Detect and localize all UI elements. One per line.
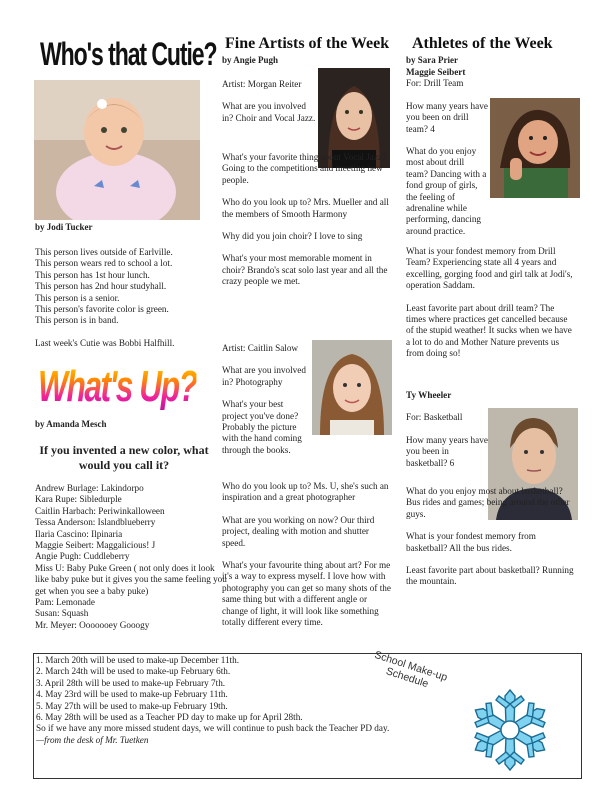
whats-up-answers [35, 483, 227, 631]
athlete2-for: For: Basketball [406, 412, 463, 423]
cutie-clue: This person wears red to school a lot. [35, 258, 173, 269]
answer-item: Andrew Burlage: Lakindorpo [35, 483, 144, 493]
schedule-stamp: School Make-up Schedule [372, 648, 449, 691]
artist2-q2: What's your best project you've done? Probably the picture with the hand coming through the books. [222, 399, 302, 455]
cutie-clue: This person's favorite color is green. [35, 304, 169, 315]
answer-item: Mr. Meyer: Ooooooey Gooogy [35, 619, 150, 630]
athlete1-q3: What is your fondest memory from Drill Team? Experiencing state all 4 years and excelling, gorging food and girl talk at Jodi's, operation Saddam. [406, 246, 573, 291]
athlete2-block-wide [406, 486, 576, 588]
schedule-item: 5. May 27th will be used to make-up February 19th. [36, 700, 228, 711]
schedule-note: So if we have any more missed student days, we will continue to push back the Teacher PD day. [36, 723, 390, 734]
artist2-block [222, 343, 308, 456]
answer-item: Susan: Squash [35, 608, 89, 619]
cutie-clue: This person is in band. [35, 315, 119, 326]
artist2-block-wide [222, 481, 394, 628]
answer-item: Miss U: Baby Puke Green ( not only does it look like baby puke but it gives you the same feeling you get when you see a baby puke) [35, 562, 227, 596]
athlete1-block-wide [406, 246, 576, 360]
athlete2-q2: What do you enjoy most about basketball? Bus rides and games; being around the other guys. [406, 486, 570, 519]
cutie-clues [35, 247, 215, 349]
artist2-name: Artist: Caitlin Salow [222, 343, 299, 353]
cutie-clue: This person is a senior. [35, 292, 120, 303]
athlete1-q2: What do you enjoy most about drill team? Dancing with a fond group of girls, the feeling of adrenaline while performing, dancing around practice. [406, 146, 487, 236]
athlete1-name: Maggie Seibert [406, 67, 466, 77]
caitlin-photo [312, 340, 392, 435]
schedule-item: 3. April 28th will be used to make-up February 7th. [36, 677, 226, 688]
athlete2-q3: What is your fondest memory from basketball? All the bus rides. [406, 531, 536, 553]
schedule-item: 1. March 20th will be used to make-up December 11th. [36, 655, 240, 665]
athletes-byline: by Sara Prier [406, 55, 458, 65]
whats-up-title: What's Up? [38, 362, 197, 411]
artist1-q1: What are you involved in? Choir and Vocal Jazz. [222, 101, 316, 123]
cutie-clue: This person has 2nd hour studyhall. [35, 281, 167, 292]
answer-item: Angie Pugh: Cuddleberry [35, 551, 130, 562]
artist1-q5: What's your most memorable moment in choir? Brando's scat solo last year and all the crazy people we met. [222, 253, 388, 287]
answer-item: Caitlin Harbach: Periwinkalloween [35, 505, 165, 516]
schedule-signature: —from the desk of Mr. Tuetken [36, 734, 149, 745]
athlete2-block [406, 390, 488, 469]
schedule-item: 6. May 28th will be used as a Teacher PD day to make up for April 28th. [36, 712, 303, 723]
schedule-item: 4. May 23rd will be used to make-up February 11th. [36, 689, 228, 700]
artist1-name: Artist: Morgan Reiter [222, 79, 302, 89]
athlete1-q1: How many years have you been on drill team? 4 [406, 100, 488, 134]
maggie-photo [490, 98, 580, 198]
athlete2-name: Ty Wheeler [406, 390, 452, 400]
artist1-q3: Who do you look up to? Mrs. Mueller and all the members of Smooth Harmony [222, 197, 389, 219]
athletes-title: Athletes of the Week [412, 35, 553, 52]
fine-artists-title: Fine Artists of the Week [225, 35, 390, 52]
answer-item: Maggie Seibert: Maggalicious! J [35, 540, 156, 551]
snowflake-icon [468, 688, 552, 772]
artist2-q4: What are you working on now? Our third project, dealing with motion and shutter speed. [222, 514, 375, 548]
athlete2-q4: Least favorite part about basketball? Running the mountain. [406, 565, 574, 587]
cutie-clue: This person lives outside of Earlville. [35, 247, 173, 257]
baby-photo [34, 80, 200, 220]
answer-item: Tessa Anderson: Islandblueberry [35, 517, 156, 528]
answer-item: Ilaria Cascino: Ilpinaria [35, 528, 123, 539]
whats-up-question: If you invented a new color, what would you call it? [39, 443, 209, 472]
fine-artists-byline: by Angie Pugh [222, 55, 279, 65]
cutie-title: Who's that Cutie? [40, 36, 217, 72]
answer-item: Kara Rupe: Sibledurple [35, 494, 122, 505]
athlete1-q4: Least favorite part about drill team? The times where practices get cancelled because of the stupid weather! It sucks when we have a lot to do and Mother Nature prevents us from doing so! [406, 302, 572, 359]
cutie-byline: by Jodi Tucker [35, 222, 93, 232]
whats-up-byline: by Amanda Mesch [35, 419, 107, 429]
cutie-clue: This person has 1st hour lunch. [35, 269, 150, 280]
artist1-block-wide [222, 152, 392, 288]
athlete1-for: For: Drill Team [406, 78, 464, 89]
artist1-q2: What's your favorite thing about Vocal Jazz? Going to the competitions and meeting new people. [222, 152, 387, 185]
schedule-item: 2. March 24th will be used to make-up February 6th. [36, 666, 231, 677]
cutie-last-week: Last week's Cutie was Bobbi Halfhill. [35, 337, 175, 348]
artist2-q3: Who do you look up to? Ms. U, she's such an inspiration and a great photographer [222, 481, 389, 503]
artist2-q5: What's your favourite thing about art? For me it's a way to express myself. I love how with photography you can get so many shots of the same thing but with a different angle or change of light, it will look like something totally different every time. [222, 560, 391, 628]
artist1-q4: Why did you join choir? I love to sing [222, 231, 363, 242]
athlete1-block [406, 67, 488, 237]
athlete2-q1: How many years have you been in basketball? 6 [406, 434, 488, 468]
answer-item: Pam: Lemonade [35, 597, 95, 608]
artist1-block [222, 79, 317, 135]
artist2-q1: What are you involved in? Photography [222, 365, 306, 387]
